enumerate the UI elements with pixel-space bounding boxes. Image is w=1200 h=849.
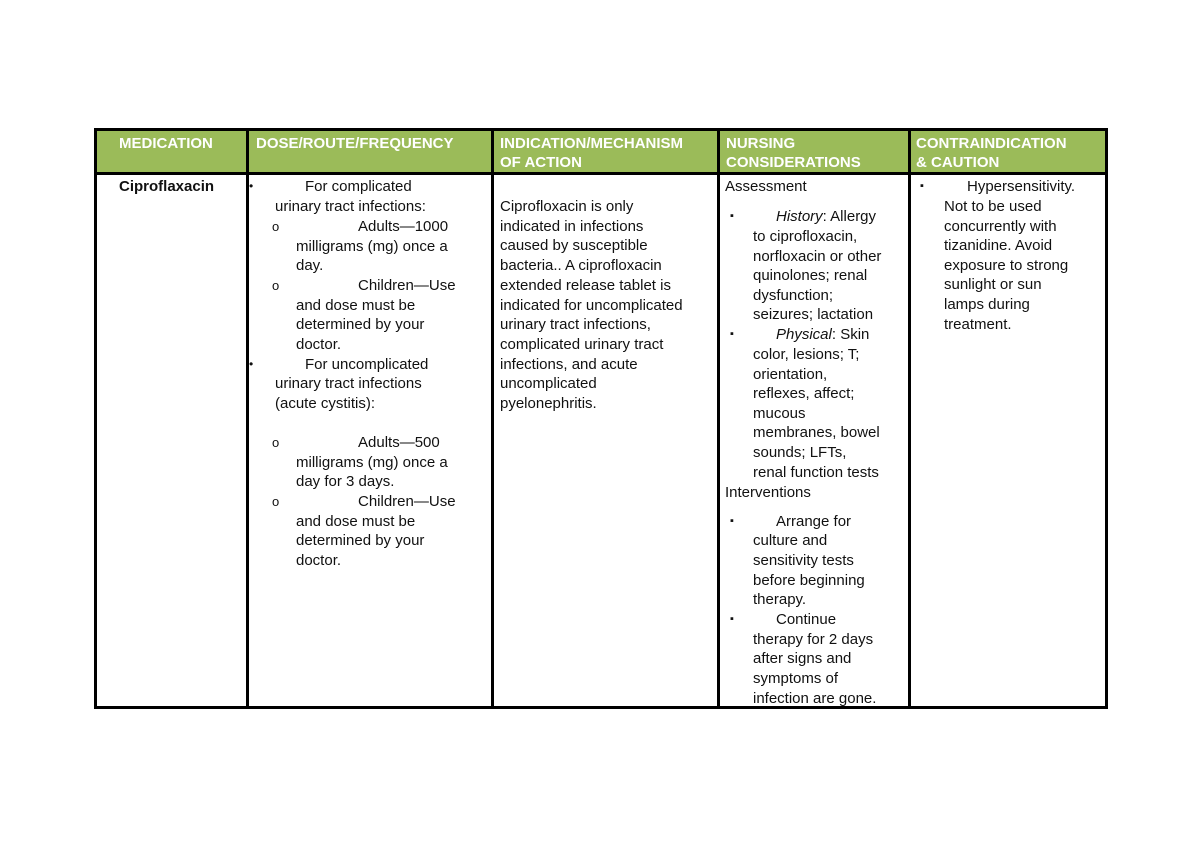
circle-bullet-icon: o — [272, 494, 280, 509]
history-text: to ciprofloxacin, — [753, 228, 858, 245]
physical-text: orientation, — [753, 366, 828, 383]
contra-text: concurrently with — [944, 218, 1057, 235]
arrange-text: sensitivity tests — [753, 552, 854, 569]
dose-adults-text: day for 3 days. — [296, 473, 395, 490]
arrange-text: culture and — [753, 532, 828, 549]
continue-text: after signs and — [753, 650, 852, 667]
contra-text: tizanidine. Avoid — [944, 237, 1053, 254]
header-dose: DOSE/ROUTE/FREQUENCY — [256, 135, 454, 152]
dose-complicated-text: For complicated — [305, 178, 412, 195]
dose-children-text: Children—Use — [358, 277, 456, 294]
disc-bullet-icon: • — [249, 357, 254, 371]
contra-text: Not to be used — [944, 198, 1042, 215]
physical-text: mucous — [753, 405, 806, 422]
column-divider — [908, 131, 911, 706]
dose-children-text: doctor. — [296, 336, 342, 353]
physical-text: reflexes, affect; — [753, 385, 855, 402]
dose-children-text: determined by your — [296, 316, 425, 333]
circle-bullet-icon: o — [272, 219, 280, 234]
column-divider — [246, 131, 249, 706]
dose-adults-text: milligrams (mg) once a — [296, 454, 448, 471]
physical-text: color, lesions; T; — [753, 346, 860, 363]
disc-bullet-icon: • — [249, 179, 254, 193]
column-divider — [717, 131, 720, 706]
header-medication: MEDICATION — [119, 135, 213, 152]
dose-uncomplicated-text: For uncomplicated — [305, 356, 429, 373]
physical-text: membranes, bowel — [753, 424, 880, 441]
physical-text: renal function tests — [753, 464, 879, 481]
contra-text: treatment. — [944, 316, 1012, 333]
dose-uncomplicated-text: (acute cystitis): — [275, 395, 376, 412]
dose-children-text: doctor. — [296, 552, 342, 569]
dose-adults-text: Adults—500 — [358, 434, 440, 451]
dose-children-text: Children—Use — [358, 493, 456, 510]
square-bullet-icon: ▪ — [730, 328, 734, 340]
dose-children-text: determined by your — [296, 532, 425, 549]
header-nursing: NURSING CONSIDERATIONS — [726, 135, 861, 171]
contra-text: sunlight or sun — [944, 276, 1042, 293]
history-text: quinolones; renal — [753, 267, 868, 284]
circle-bullet-icon: o — [272, 278, 280, 293]
dose-adults-text: day. — [296, 257, 324, 274]
square-bullet-icon: ▪ — [730, 515, 734, 527]
circle-bullet-icon: o — [272, 435, 280, 450]
physical-text: sounds; LFTs, — [753, 444, 847, 461]
square-bullet-icon: ▪ — [730, 613, 734, 625]
header-contraindication: CONTRAINDICATION & CAUTION — [916, 135, 1067, 171]
arrange-text: therapy. — [753, 591, 807, 608]
dose-children-text: and dose must be — [296, 297, 416, 314]
header-indication: INDICATION/MECHANISM OF ACTION — [500, 135, 684, 171]
contra-text: lamps during — [944, 296, 1030, 313]
history-text: History: Allergy — [776, 208, 877, 225]
continue-text: therapy for 2 days — [753, 631, 874, 648]
dose-children-text: and dose must be — [296, 513, 416, 530]
history-text: norfloxacin or other — [753, 248, 882, 265]
physical-text: Physical: Skin — [776, 326, 870, 343]
history-text: seizures; lactation — [753, 306, 874, 323]
medication-name: Ciproflaxacin — [119, 178, 215, 195]
square-bullet-icon: ▪ — [920, 180, 924, 192]
history-text: dysfunction; — [753, 287, 834, 304]
square-bullet-icon: ▪ — [730, 210, 734, 222]
contra-text: exposure to strong — [944, 257, 1069, 274]
dose-adults-text: milligrams (mg) once a — [296, 238, 448, 255]
continue-text: infection are gone. — [753, 690, 877, 707]
continue-text: symptoms of — [753, 670, 839, 687]
dose-adults-text: Adults—1000 — [358, 218, 449, 235]
medication-table — [94, 128, 1108, 709]
arrange-text: Arrange for — [776, 513, 852, 530]
dose-complicated-text: urinary tract infections: — [275, 198, 426, 215]
indication-cell: Ciprofloxacin is only indicated in infections caused by susceptible bacteria.. A ciprofloxacin extended release tablet is indicated for uncomplicated urinary tract infections, complicated urinary tract infections, and acute uncomplicated pyelonephritis. — [500, 198, 683, 413]
continue-text: Continue — [776, 611, 837, 628]
assessment-heading: Assessment — [725, 178, 807, 195]
interventions-heading: Interventions — [725, 484, 811, 501]
column-divider — [491, 131, 494, 706]
contra-text: Hypersensitivity. — [967, 178, 1076, 195]
arrange-text: before beginning — [753, 572, 865, 589]
dose-uncomplicated-text: urinary tract infections — [275, 375, 422, 392]
